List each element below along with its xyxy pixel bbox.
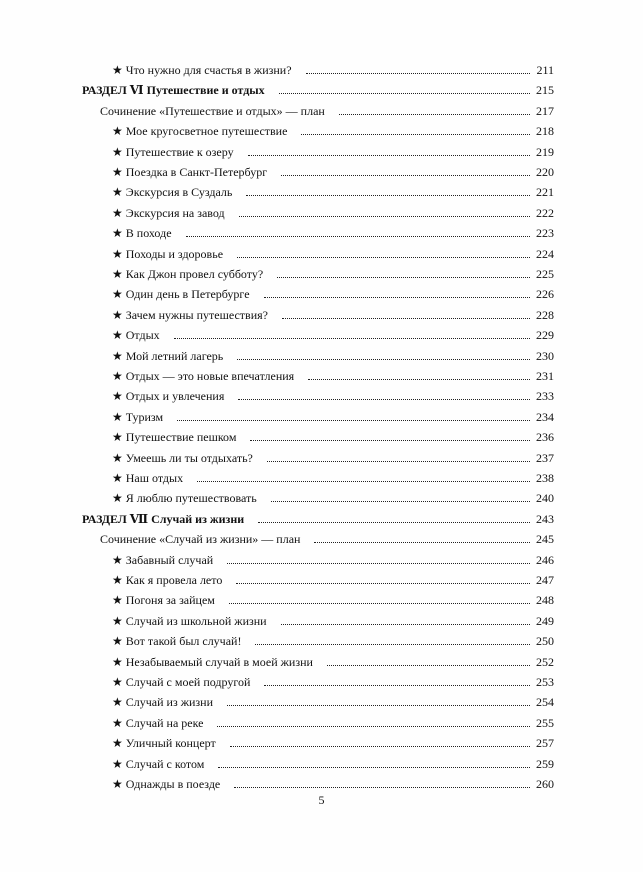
dot-leader xyxy=(281,175,530,176)
toc-page-ref: 236 xyxy=(536,430,554,445)
dot-leader xyxy=(339,114,530,115)
toc-entry-text: Один день в Петербурге xyxy=(125,287,250,302)
toc-page-ref: 223 xyxy=(536,226,554,241)
dot-leader xyxy=(227,705,530,706)
toc-entry-label xyxy=(112,284,250,304)
star-icon: ★ xyxy=(112,124,123,139)
toc-entry xyxy=(0,672,643,692)
toc-entry-text: Отдых xyxy=(125,328,160,343)
toc-entry-text: Забавный случай xyxy=(125,552,214,567)
toc-page-ref: 238 xyxy=(536,471,554,485)
dot-leader xyxy=(255,644,530,645)
star-icon: ★ xyxy=(112,369,123,383)
toc-entry-label xyxy=(112,182,232,202)
dot-leader xyxy=(218,767,530,768)
toc-entry xyxy=(0,550,643,570)
toc-entry xyxy=(0,244,643,264)
star-icon: ★ xyxy=(112,165,123,179)
toc-entry-text: РАЗДЕЛ Ⅶ Случай из жизни xyxy=(82,511,245,526)
toc-entry-text: Случай из жизни xyxy=(125,695,213,710)
toc-entry xyxy=(0,325,643,345)
dot-leader xyxy=(174,338,530,339)
toc-entry xyxy=(0,448,643,468)
toc-entry xyxy=(0,305,643,325)
star-icon: ★ xyxy=(112,613,123,628)
star-icon: ★ xyxy=(112,675,123,689)
star-icon: ★ xyxy=(112,409,123,424)
toc-page-ref: 228 xyxy=(536,307,554,322)
toc-essay-entry xyxy=(0,529,643,549)
toc-entry-text: Я люблю путешествовать xyxy=(125,491,257,506)
toc-entry xyxy=(0,774,643,794)
toc-page-ref: 221 xyxy=(536,185,554,200)
star-icon: ★ xyxy=(112,226,123,241)
toc-entry-text: Наш отдых xyxy=(125,471,184,485)
toc-page-ref: 247 xyxy=(536,573,554,587)
toc-entry xyxy=(0,427,643,447)
dot-leader xyxy=(281,624,530,625)
toc-entry-text: Однажды в поезде xyxy=(125,777,221,791)
toc-entry xyxy=(0,570,643,590)
toc-entry xyxy=(0,468,643,488)
dot-leader xyxy=(282,318,530,319)
toc-entry xyxy=(0,692,643,712)
dot-leader xyxy=(264,297,530,298)
toc-entry-text: Туризм xyxy=(125,409,164,424)
star-icon: ★ xyxy=(112,205,123,220)
dot-leader xyxy=(271,501,530,502)
toc-entry-label xyxy=(100,529,300,549)
toc-entry-text: Экскурсия в Суздаль xyxy=(125,185,233,200)
star-icon: ★ xyxy=(112,777,123,791)
toc-page-ref: 233 xyxy=(536,389,554,404)
star-icon: ★ xyxy=(112,185,123,200)
star-icon: ★ xyxy=(112,348,123,363)
star-icon: ★ xyxy=(112,654,123,669)
toc-page-ref: 217 xyxy=(536,103,554,118)
toc-entry xyxy=(0,754,643,774)
toc-entry-text: Мой летний лагерь xyxy=(125,348,224,363)
dot-leader xyxy=(237,359,530,360)
star-icon: ★ xyxy=(112,430,123,445)
star-icon: ★ xyxy=(112,450,123,465)
toc-entry xyxy=(0,590,643,610)
star-icon: ★ xyxy=(112,552,123,567)
toc-page-ref: 254 xyxy=(536,695,554,710)
dot-leader xyxy=(279,93,530,94)
star-icon: ★ xyxy=(112,471,123,485)
toc-entry-label xyxy=(112,692,213,712)
toc-entry-label xyxy=(112,570,222,590)
toc-entry-label xyxy=(112,733,216,753)
dot-leader xyxy=(248,155,530,156)
dot-leader xyxy=(277,277,530,278)
toc-entry xyxy=(0,346,643,366)
toc-page-ref: 250 xyxy=(536,634,554,649)
toc-entry-text: Уличный концерт xyxy=(125,736,216,751)
star-icon: ★ xyxy=(112,328,123,343)
toc-page-ref: 231 xyxy=(536,369,554,383)
dot-leader xyxy=(246,195,530,196)
toc-entry xyxy=(0,713,643,733)
toc-page-ref: 253 xyxy=(536,675,554,689)
dot-leader xyxy=(306,73,530,74)
toc-page-ref: 234 xyxy=(536,409,554,424)
dot-leader xyxy=(264,685,530,686)
dot-leader xyxy=(258,522,530,523)
toc-page-ref: 237 xyxy=(536,450,554,465)
toc-entry-text: Сочинение «Путешествие и отдых» — план xyxy=(100,103,325,118)
toc-entry-label xyxy=(112,223,172,243)
dot-leader xyxy=(308,379,530,380)
toc-entry-text: Случай из школьной жизни xyxy=(125,613,267,628)
toc-entry-text: Случай с моей подругой xyxy=(125,675,251,689)
star-icon: ★ xyxy=(112,634,123,649)
toc-entry-label xyxy=(112,366,294,386)
toc-page-ref: 246 xyxy=(536,552,554,567)
toc-entry-text: Как я провела лето xyxy=(125,573,223,587)
star-icon: ★ xyxy=(112,267,123,281)
toc-entry-label xyxy=(112,346,223,366)
toc-entry xyxy=(0,264,643,284)
dot-leader xyxy=(327,665,530,666)
toc-entry-text: Сочинение «Случай из жизни» — план xyxy=(100,532,301,547)
toc-entry-label xyxy=(112,427,236,447)
dot-leader xyxy=(217,726,530,727)
dot-leader xyxy=(239,216,530,217)
toc-entry xyxy=(0,488,643,508)
toc-page-ref: 257 xyxy=(536,736,554,751)
toc-entry-text: Поездка в Санкт-Петербург xyxy=(125,165,268,179)
toc-entry-label xyxy=(112,590,215,610)
toc-entry-label xyxy=(112,407,163,427)
star-icon: ★ xyxy=(112,736,123,751)
dot-leader xyxy=(267,461,530,462)
toc-entry-label xyxy=(112,121,287,141)
toc-entry-text: Отдых — это новые впечатления xyxy=(125,369,295,383)
toc-entry-text: РАЗДЕЛ Ⅵ Путешествие и отдых xyxy=(82,83,265,98)
dot-leader xyxy=(237,257,530,258)
toc-page-ref: 249 xyxy=(536,613,554,628)
dot-leader xyxy=(197,481,530,482)
star-icon: ★ xyxy=(112,144,123,159)
toc-entry xyxy=(0,407,643,427)
toc-entry-label xyxy=(112,162,267,182)
toc-entry xyxy=(0,121,643,141)
star-icon: ★ xyxy=(112,287,123,302)
page-number: 5 xyxy=(318,793,325,807)
toc-entry xyxy=(0,203,643,223)
toc-section-heading xyxy=(0,509,643,529)
toc-entry-label xyxy=(82,509,244,529)
toc-page-ref: 226 xyxy=(536,287,554,302)
toc-entry-text: Погоня за зайцем xyxy=(125,593,215,608)
toc-entry-text: Путешествие к озеру xyxy=(125,144,234,159)
toc-entry xyxy=(0,142,643,162)
toc-entry-label xyxy=(112,305,268,325)
toc-page-ref: 230 xyxy=(536,348,554,363)
toc-entry-label xyxy=(112,672,250,692)
dot-leader xyxy=(250,440,530,441)
toc-page-ref: 243 xyxy=(536,511,554,526)
toc-entry-text: Что нужно для счастья в жизни? xyxy=(125,63,292,77)
dot-leader xyxy=(236,583,530,584)
toc-entry-text: В походе xyxy=(125,226,172,241)
toc-entry-text: Как Джон провел субботу? xyxy=(125,267,264,281)
toc-page-ref: 220 xyxy=(536,165,554,179)
toc-entry-label xyxy=(112,203,225,223)
toc-page-ref: 211 xyxy=(536,63,554,77)
toc-essay-entry xyxy=(0,101,643,121)
star-icon: ★ xyxy=(112,573,123,587)
star-icon: ★ xyxy=(112,593,123,608)
dot-leader xyxy=(186,236,530,237)
star-icon: ★ xyxy=(112,63,123,77)
toc-entry-label xyxy=(112,60,292,80)
toc-entry-text: Случай с котом xyxy=(125,756,205,771)
toc-entry-text: Походы и здоровье xyxy=(125,246,224,261)
star-icon: ★ xyxy=(112,307,123,322)
dot-leader xyxy=(234,787,530,788)
toc-entry-label xyxy=(112,448,253,468)
dot-leader xyxy=(227,563,530,564)
toc-entry-label xyxy=(112,631,241,651)
star-icon: ★ xyxy=(112,491,123,506)
toc-page-ref: 245 xyxy=(536,532,554,547)
dot-leader xyxy=(177,420,530,421)
toc-entry xyxy=(0,652,643,672)
toc-entry xyxy=(0,611,643,631)
toc-entry-label xyxy=(112,468,183,488)
toc-entry-label xyxy=(100,101,325,121)
dot-leader xyxy=(229,603,530,604)
toc-page-ref: 248 xyxy=(536,593,554,608)
toc-entry-label xyxy=(112,652,313,672)
toc-entry-text: Мое кругосветное путешествие xyxy=(125,124,288,139)
toc-page-ref: 224 xyxy=(536,246,554,261)
toc-entry xyxy=(0,631,643,651)
dot-leader xyxy=(238,399,530,400)
star-icon: ★ xyxy=(112,715,123,730)
toc-entry-label xyxy=(112,244,223,264)
toc-entry-label xyxy=(112,774,220,794)
star-icon: ★ xyxy=(112,756,123,771)
toc-entry-text: Отдых и увлечения xyxy=(125,389,225,404)
toc-page-ref: 252 xyxy=(536,654,554,669)
toc-page-ref: 260 xyxy=(536,777,554,791)
toc-page-ref: 225 xyxy=(536,267,554,281)
toc-entry-label xyxy=(112,488,257,508)
toc-entry-label xyxy=(82,80,265,100)
toc-entry-label xyxy=(112,754,204,774)
toc-entry-label xyxy=(112,386,224,406)
toc-entry xyxy=(0,182,643,202)
toc-entry-label xyxy=(112,325,160,345)
toc-entry-text: Случай на реке xyxy=(125,715,204,730)
toc-entry-label xyxy=(112,611,267,631)
toc-entry-label xyxy=(112,550,213,570)
toc-entry-label xyxy=(112,713,203,733)
toc-entry xyxy=(0,366,643,386)
toc-entry-text: Путешествие пешком xyxy=(125,430,237,445)
toc-entry xyxy=(0,386,643,406)
toc-entry xyxy=(0,60,643,80)
dot-leader xyxy=(301,134,530,135)
toc-entry xyxy=(0,733,643,753)
toc-page-ref: 218 xyxy=(536,124,554,139)
toc-entry-label xyxy=(112,142,234,162)
toc-entry-label xyxy=(112,264,263,284)
toc-page-ref: 255 xyxy=(536,715,554,730)
toc-entry-text: Умеешь ли ты отдыхать? xyxy=(125,450,253,465)
toc-entry-text: Незабываемый случай в моей жизни xyxy=(125,654,313,669)
toc-section-heading xyxy=(0,80,643,100)
toc-page-ref: 222 xyxy=(536,205,554,220)
toc-entry-text: Вот такой был случай! xyxy=(125,634,242,649)
star-icon: ★ xyxy=(112,246,123,261)
star-icon: ★ xyxy=(112,695,123,710)
toc-page-ref: 219 xyxy=(536,144,554,159)
toc-page-ref: 229 xyxy=(536,328,554,343)
toc-entry-text: Экскурсия на завод xyxy=(125,205,225,220)
toc-entry xyxy=(0,223,643,243)
toc-page-ref: 259 xyxy=(536,756,554,771)
dot-leader xyxy=(230,746,530,747)
dot-leader xyxy=(314,542,530,543)
toc-entry xyxy=(0,284,643,304)
toc-page-ref: 240 xyxy=(536,491,554,506)
toc-entry xyxy=(0,162,643,182)
toc-page-ref: 215 xyxy=(536,83,554,98)
toc-entry-text: Зачем нужны путешествия? xyxy=(125,307,268,322)
star-icon: ★ xyxy=(112,389,123,404)
